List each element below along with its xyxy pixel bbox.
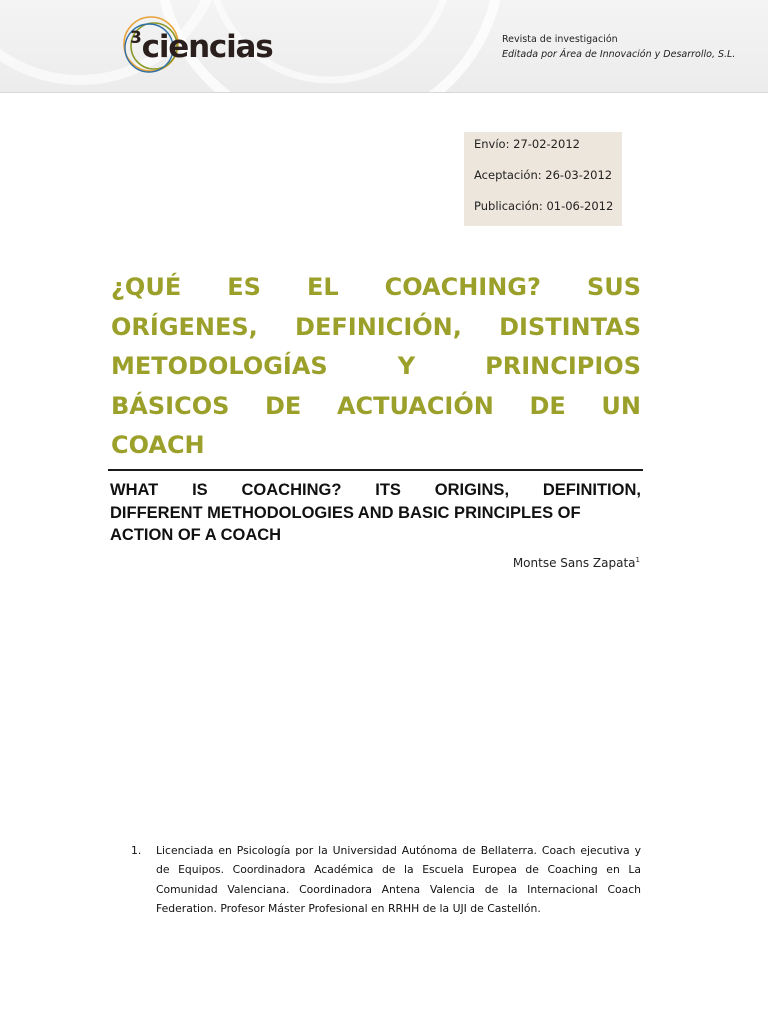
title-es-word: COACHING?: [384, 273, 541, 301]
title-es-line: [111, 347, 641, 387]
title-es-word: SUS: [586, 273, 641, 301]
footnote-text: Licenciada en Psicología por la Universidad Autónoma de Bellaterra. Coach ejecutiva y de Equipos. Coordinadora Académica de la Escuela Europea de Coaching en La Comunidad Valenciana. Coordinadora Antena Valencia de la Internacional Coach Federation. Profesor Máster Profesional en RRHH de la UJI de Castellón.: [156, 844, 641, 915]
title-es-word: DISTINTAS: [499, 312, 641, 341]
title-en-word: ITS: [375, 481, 401, 499]
title-es-word: ¿QUÉ: [111, 273, 182, 301]
title-es-word: BÁSICOS: [111, 391, 230, 420]
title-en-word: WHAT: [110, 481, 159, 499]
title-en-line: [110, 502, 641, 525]
title-en-word: ORIGINS,: [434, 481, 510, 499]
title-es-word: ACTUACIÓN: [336, 391, 494, 420]
title-es-line: [111, 426, 641, 466]
title-es-word: DEFINICIÓN,: [295, 312, 462, 341]
logo-wordmark: [130, 28, 273, 65]
page-header: [0, 0, 768, 93]
journal-publisher: Editada por Área de Innovación y Desarrollo, S.L.: [502, 49, 736, 60]
title-es-word: UN: [601, 391, 641, 420]
author-footnote-ref[interactable]: 1: [635, 556, 640, 564]
author-name: Montse Sans Zapata: [512, 556, 636, 570]
title-es-word: PRINCIPIOS: [485, 352, 641, 380]
title-en-text: DIFFERENT METHODOLOGIES AND BASIC PRINCIPLES OF: [110, 503, 581, 522]
title-es-line: [111, 387, 641, 427]
journal-info: [502, 32, 735, 62]
date-published: Publicación: 01-06-2012: [474, 199, 614, 213]
title-en-word: DEFINITION,: [542, 481, 641, 499]
dates-box: [464, 132, 622, 226]
footnote: [131, 841, 641, 918]
title-es-word: COACH: [111, 431, 205, 459]
date-sent: Envío: 27-02-2012: [474, 137, 580, 151]
title-es-word: DE: [265, 391, 302, 420]
title-es-line: [111, 308, 641, 348]
title-english: [110, 479, 641, 547]
title-es-word: EL: [306, 273, 339, 301]
title-en-text: ACTION OF A COACH: [110, 526, 282, 544]
date-accepted: Aceptación: 26-03-2012: [474, 168, 613, 182]
title-divider: [108, 469, 643, 471]
title-es-word: METODOLOGÍAS: [111, 352, 328, 380]
title-en-word: COACHING?: [241, 481, 342, 499]
title-spanish: [111, 268, 641, 466]
title-es-word: ORÍGENES,: [111, 312, 258, 341]
title-en-line: [110, 524, 641, 547]
footnote-number: 1.: [131, 844, 142, 857]
title-es-line: [111, 268, 641, 308]
title-en-line: [110, 479, 641, 502]
logo-superscript: 3: [130, 28, 141, 48]
title-es-word: DE: [529, 391, 566, 420]
logo-text: ciencias: [141, 29, 273, 65]
title-en-word: IS: [192, 481, 208, 499]
journal-type: Revista de investigación: [502, 34, 618, 45]
author-line: [513, 556, 640, 570]
journal-logo: [118, 14, 308, 78]
title-es-word: ES: [227, 273, 261, 301]
title-es-word: Y: [397, 352, 416, 380]
